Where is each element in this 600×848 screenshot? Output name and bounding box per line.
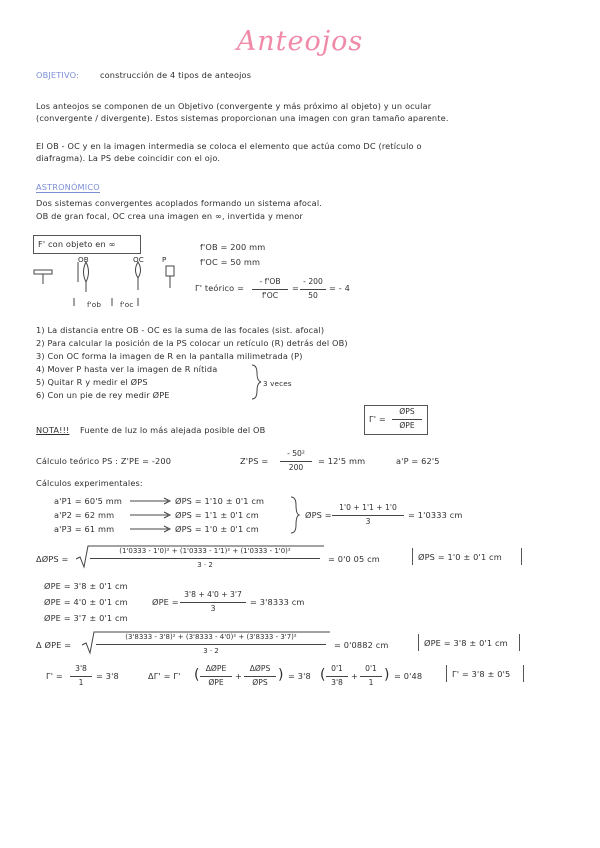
focal-ob: f'OB = 200 mm (200, 242, 266, 252)
step-1: 1) La distancia entre OB - OC es la suma de las focales (sist. afocal) (36, 325, 325, 335)
ob-label: OB (78, 255, 89, 264)
exp-arrows (128, 496, 174, 536)
paren-open-1: ( (194, 667, 200, 683)
theory-bar (280, 461, 312, 462)
delta-gamma-t2n: ΔØPS (249, 664, 271, 673)
exp-row-1a: a'P1 = 60'5 mm (54, 496, 123, 506)
theory-num: - 50² (287, 449, 305, 458)
object-label: F' con objeto en ∞ (38, 239, 116, 249)
delta-gamma-bar-2 (244, 676, 276, 677)
delta-gamma-t1n: ΔØPE (205, 664, 227, 673)
delta-gamma-bar-1 (200, 676, 232, 677)
exp-row-2a: a'P2 = 62 mm (54, 510, 115, 520)
delta-ps-den: 3 · 2 (197, 561, 213, 569)
gamma-frac-bar-2 (300, 289, 326, 290)
formula-bar (392, 419, 422, 420)
brace-note: 3 veces (263, 379, 292, 388)
delta-gamma-t4n: 0'1 (365, 664, 377, 673)
pe-line-1: ØPE = 3'8 ± 0'1 cm (44, 581, 128, 591)
exp-row-3b: ØPS = 1'0 ± 0'1 cm (175, 524, 259, 534)
intro-line-1: Los anteojos se componen de un Objetivo (convergente y más próximo al objeto) y un ocular (36, 101, 432, 111)
ps-result: ØPS = 1'0 ± 0'1 cm (418, 552, 502, 562)
pe-line-3: ØPE = 3'7 ± 0'1 cm (44, 613, 128, 623)
formula-num: ØPS (399, 407, 415, 416)
exp-row-1b: ØPS = 1'10 ± 0'1 cm (175, 496, 265, 506)
delta-gamma-t2d: ØPS (252, 678, 268, 687)
objective-text: construcción de 4 tipos de anteojos (100, 70, 252, 80)
pe-mean-res: = 3'8333 cm (250, 597, 305, 607)
delta-gamma-bar-3 (326, 676, 348, 677)
theory-den: 200 (288, 463, 304, 472)
delta-gamma-t4d: 1 (368, 678, 374, 687)
gamma-theory-prefix: Γ' teórico = (195, 283, 245, 293)
astro-line-2: OB de gran focal, OC crea una imagen en ∞, invertida y menor (36, 211, 304, 221)
delta-ps-lhs: ΔØPS = (36, 554, 69, 564)
pe-line-2: ØPE = 4'0 ± 0'1 cm (44, 597, 128, 607)
step-6: 6) Con un pie de rey medir ØPE (36, 390, 170, 400)
intro-line-2: (convergente / divergente). Estos sistemas proporcionan una imagen con gran tamaño aparente. (36, 113, 449, 123)
delta-gamma-plus-2: + (351, 671, 359, 681)
delta-gamma-bar-4 (360, 676, 382, 677)
delta-gamma-t1d: ØPE (208, 678, 224, 687)
f-ob-label: f'ob (87, 300, 102, 309)
ps-mean-bar (332, 515, 404, 516)
ps-mean-num: 1'0 + 1'1 + 1'0 (339, 503, 397, 512)
delta-pe-lhs: Δ ØPE = (36, 640, 72, 650)
gamma-num-1: - f'OB (259, 277, 281, 286)
paren-close-2: ) (384, 667, 390, 683)
note-label: NOTA!!! (36, 425, 70, 435)
paren-open-2: ( (320, 667, 326, 683)
delta-ps-bar (90, 558, 320, 559)
pe-mean-bar (180, 602, 246, 603)
step-5: 5) Quitar R y medir el ØPS (36, 377, 148, 387)
ps-mean-den: 3 (365, 517, 371, 526)
gamma-den-2: 50 (308, 291, 318, 300)
intro-line-3: El OB - OC y en la imagen intermedia se coloca el elemento que actúa como DC (retículo o (36, 141, 422, 151)
exp-heading: Cálculos experimentales: (36, 478, 143, 488)
step-2: 2) Para calcular la posición de la PS colocar un retículo (R) detrás del OB) (36, 338, 348, 348)
pe-mean-den: 3 (210, 604, 216, 613)
focal-oc: f'OC = 50 mm (200, 257, 261, 267)
ps-mean-lhs: ØPS = (305, 510, 332, 520)
delta-gamma-res: = 0'48 (394, 671, 423, 681)
pe-result: ØPE = 3'8 ± 0'1 cm (424, 638, 508, 648)
gamma-result: Γ' = 3'8 ± 0'5 (452, 669, 511, 679)
gamma-final-bar (70, 676, 92, 677)
paren-close-1: ) (278, 667, 284, 683)
delta-pe-res: = 0'0882 cm (334, 640, 389, 650)
delta-gamma-plus-1: + (235, 671, 243, 681)
gamma-final-den: 1 (78, 678, 84, 687)
astro-line-1: Dos sistemas convergentes acoplados formando un sistema afocal. (36, 198, 323, 208)
exp-row-3a: a'P3 = 61 mm (54, 524, 115, 534)
steps-brace (250, 364, 262, 400)
delta-gamma-lhs: ΔΓ' = Γ' (148, 671, 181, 681)
delta-pe-bar (96, 644, 326, 645)
delta-pe-den: 3 · 2 (203, 647, 219, 655)
delta-ps-res: = 0'0 05 cm (328, 554, 380, 564)
exp-brace (290, 496, 300, 536)
note-text: Fuente de luz lo más alejada posible del OB (80, 425, 266, 435)
theory-mid: Z'PS = (240, 456, 269, 466)
gamma-result: = - 4 (329, 283, 350, 293)
delta-ps-num: (1'0333 - 1'0)² + (1'0333 - 1'1)² + (1'0333 - 1'0)² (119, 547, 291, 555)
ps-mean-res: = 1'0333 cm (408, 510, 463, 520)
delta-gamma-t3d: 3'8 (331, 678, 343, 687)
pe-mean-num: 3'8 + 4'0 + 3'7 (184, 590, 242, 599)
gamma-den-1: f'OC (261, 291, 279, 300)
page-title: Anteojos (236, 26, 364, 57)
theory-alt: a'P = 62'5 (396, 456, 440, 466)
delta-pe-num: (3'8333 - 3'8)² + (3'8333 - 4'0)² + (3'8333 - 3'7)² (125, 633, 297, 641)
theory-result: = 12'5 mm (318, 456, 366, 466)
step-4: 4) Mover P hasta ver la imagen de R nítida (36, 364, 218, 374)
p-label: P (162, 255, 167, 264)
exp-row-2b: ØPS = 1'1 ± 0'1 cm (175, 510, 259, 520)
gamma-final-lhs: Γ' = (46, 671, 63, 681)
objective-label: OBJETIVO: (36, 70, 79, 80)
gamma-final-num: 3'8 (75, 664, 87, 673)
intro-line-4: diafragma). La PS debe coincidir con el ojo. (36, 153, 221, 163)
theory-prefix: Cálculo teórico PS : Z'PE = -200 (36, 456, 172, 466)
delta-gamma-mid: = 3'8 (288, 671, 311, 681)
step-3: 3) Con OC forma la imagen de R en la pantalla milimetrada (P) (36, 351, 303, 361)
gamma-final-res: = 3'8 (96, 671, 119, 681)
gamma-frac-bar-1 (252, 289, 288, 290)
f-oc-label: f'oc (120, 300, 134, 309)
formula-den: ØPE (399, 421, 415, 430)
formula-lhs: Γ' = (369, 414, 386, 424)
oc-label: OC (133, 255, 144, 264)
gamma-num-2: - 200 (303, 277, 323, 286)
astro-heading: ASTRONÓMICO (36, 182, 100, 192)
pe-mean-lhs: ØPE = (152, 597, 179, 607)
equals-sign: = (292, 283, 300, 293)
delta-gamma-t3n: 0'1 (331, 664, 343, 673)
